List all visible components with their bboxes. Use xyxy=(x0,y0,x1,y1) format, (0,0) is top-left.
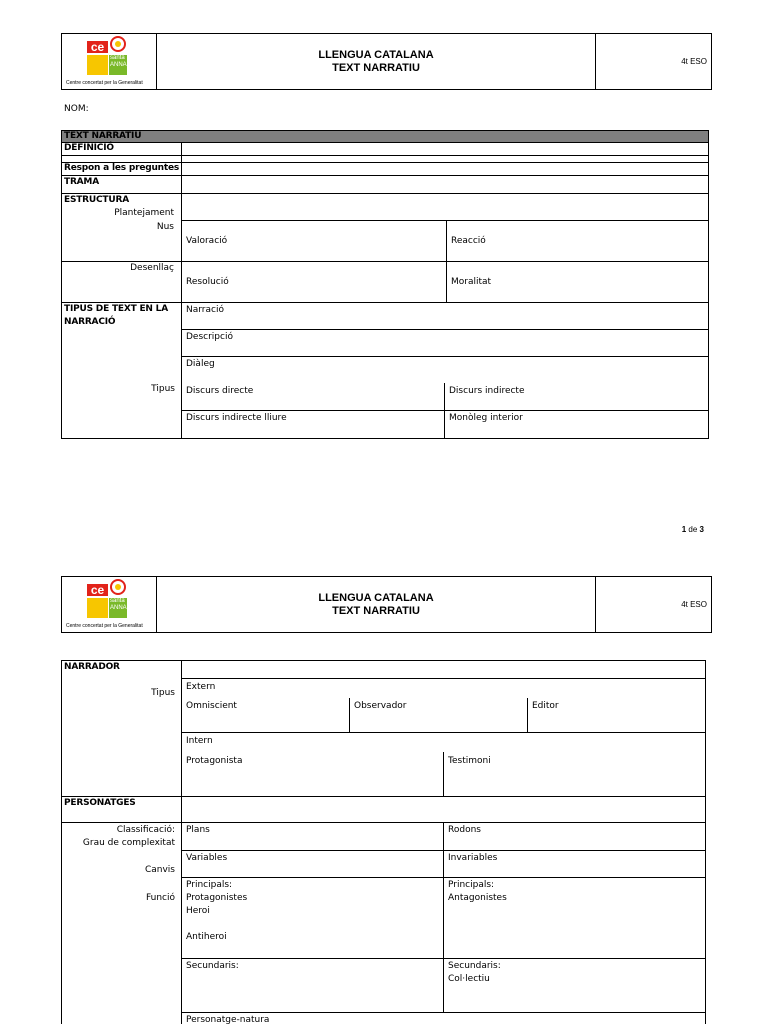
title-line-1-2: LLENGUA CATALANA xyxy=(318,591,434,604)
estructura-label: ESTRUCTURA xyxy=(64,195,129,205)
grau-label: Grau de complexitat xyxy=(82,838,175,848)
respon-label: Respon a les preguntes xyxy=(64,163,180,173)
nus-label: Nus xyxy=(156,222,174,232)
logo-green-block: santa ANNA xyxy=(109,55,127,75)
school-logo xyxy=(62,34,157,89)
trama-label: TRAMA xyxy=(64,177,99,187)
editor-label: Editor xyxy=(532,701,559,711)
discurs-indirecte-label: Discurs indirecte xyxy=(449,386,525,396)
page-number xyxy=(682,525,704,534)
resolucio-label: Resolució xyxy=(186,277,229,287)
invariables-label: Invariables xyxy=(448,853,498,863)
antiheroi-label: Antiheroi xyxy=(186,932,227,942)
title-line-1: LLENGUA CATALANA xyxy=(318,48,434,61)
secundaris-2-label: Secundaris: xyxy=(448,961,501,971)
logo-red-block-2: ce xyxy=(87,584,108,596)
plans-label: Plans xyxy=(186,825,210,835)
tipus-text-label-1: TIPUS DE TEXT EN LA xyxy=(64,304,168,314)
page-of: de xyxy=(688,525,698,534)
principals-2-label: Principals: xyxy=(448,880,495,890)
desenllac-label: Desenllaç xyxy=(130,263,174,273)
logo-green-block-2: santa ANNA xyxy=(109,598,127,618)
page-current: 1 xyxy=(681,525,687,534)
testimoni-label: Testimoni xyxy=(448,756,491,766)
tipus-text-label-2: NARRACIÓ xyxy=(64,317,116,327)
heroi-label: Heroi xyxy=(186,906,210,916)
protagonistes-label: Protagonistes xyxy=(186,893,248,903)
logo-caption-2: Centre concertat per la Generalitat xyxy=(66,623,143,629)
grade-label: 4t ESO xyxy=(681,57,707,66)
funcio-label: Funció xyxy=(145,893,175,903)
secundaris-label: Secundaris: xyxy=(186,961,239,971)
nom-label: NOM: xyxy=(64,104,89,114)
variables-label: Variables xyxy=(186,853,228,863)
logo-caption: Centre concertat per la Generalitat xyxy=(66,80,143,86)
logo-red-block: ce xyxy=(87,41,108,53)
discurs-indirecte-lliure-label: Discurs indirecte lliure xyxy=(186,413,287,423)
header-title xyxy=(157,34,596,89)
personatges-label: PERSONATGES xyxy=(64,798,136,808)
reaccio-label: Reacció xyxy=(451,236,486,246)
principals-label: Principals: xyxy=(186,880,233,890)
title-line-2-2: TEXT NARRATIU xyxy=(332,604,420,617)
col-lectiu-label: Col·lectiu xyxy=(448,974,490,984)
narrador-tipus-label: Tipus xyxy=(151,688,175,698)
logo-emblem-icon xyxy=(110,36,126,52)
table1-title: TEXT NARRATIU xyxy=(64,131,142,141)
antagonistes-label: Antagonistes xyxy=(448,893,507,903)
logo-yellow-block xyxy=(87,55,108,75)
dialeg-label: Diàleg xyxy=(186,359,215,369)
intern-label: Intern xyxy=(186,736,213,746)
canvis-label: Canvis xyxy=(144,865,175,875)
page2-header xyxy=(61,576,712,633)
narracio-label: Narració xyxy=(186,305,224,315)
rodons-label: Rodons xyxy=(448,825,481,835)
logo-emblem-icon-2 xyxy=(110,579,126,595)
omniscient-label: Omniscient xyxy=(186,701,237,711)
valoracio-label: Valoració xyxy=(186,236,228,246)
monoleg-interior-label: Monòleg interior xyxy=(449,413,523,423)
moralitat-label: Moralitat xyxy=(451,277,492,287)
descripcio-label: Descripció xyxy=(186,332,233,342)
page1-header xyxy=(61,33,712,90)
protagonista-label: Protagonista xyxy=(186,756,243,766)
observador-label: Observador xyxy=(354,701,407,711)
school-logo-2 xyxy=(62,577,157,632)
grade-label-2: 4t ESO xyxy=(681,600,707,609)
logo-yellow-block-2 xyxy=(87,598,108,618)
page-total: 3 xyxy=(699,525,704,534)
table1-title-bar xyxy=(61,130,709,143)
discurs-directe-label: Discurs directe xyxy=(186,386,254,396)
extern-label: Extern xyxy=(186,682,216,692)
plantejament-label: Plantejament xyxy=(114,208,174,218)
definicio-label: DEFINICIÓ xyxy=(64,143,114,153)
title-line-2: TEXT NARRATIU xyxy=(332,61,420,74)
header-title-2 xyxy=(157,577,596,632)
tipus-label: Tipus xyxy=(151,384,175,394)
classificacio-label: Classificació: xyxy=(116,825,175,835)
personatge-natura-label: Personatge-natura xyxy=(186,1015,270,1025)
narrador-label: NARRADOR xyxy=(64,662,120,672)
